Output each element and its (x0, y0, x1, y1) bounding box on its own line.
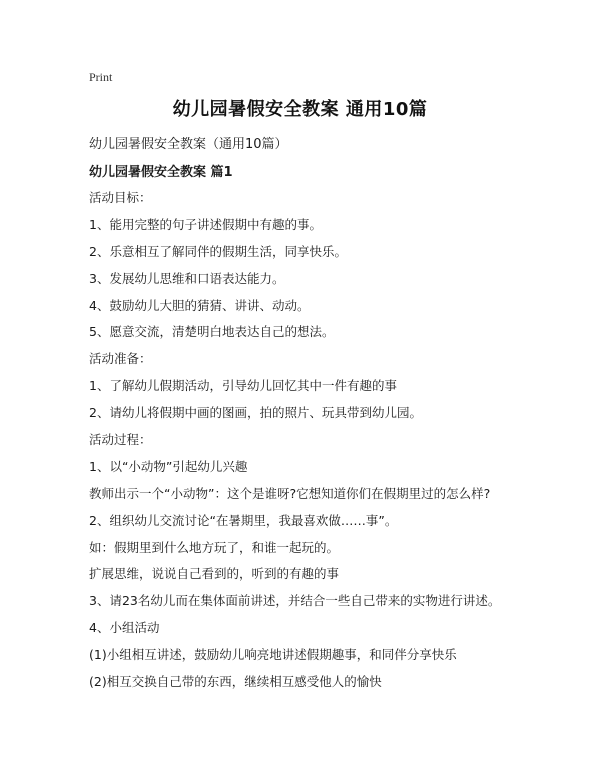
body-line: 4、鼓励幼儿大胆的猜猜、讲讲、动动。 (89, 297, 310, 313)
body-line: 2、组织幼儿交流讨论“在暑期里，我最喜欢做……事”。 (89, 512, 398, 528)
body-line: 活动过程： (89, 432, 152, 448)
body-line: 扩展思维，说说自己看到的，听到的有趣的事 (89, 566, 340, 582)
section-heading: 幼儿园暑假安全教案 篇1 (89, 165, 233, 180)
body-line: (2)相互交换自己带的东西，继续相互感受他人的愉快 (89, 674, 382, 690)
body-line: 教师出示一个“小动物”：这个是谁呀?它想知道你们在假期里过的怎么样? (89, 485, 491, 501)
body-line: 活动目标： (89, 190, 152, 205)
document-subtitle: 幼儿园暑假安全教案（通用10篇） (89, 137, 288, 152)
body-line: 1、以“小动物”引起幼儿兴趣 (89, 458, 248, 474)
body-line: 3、请23名幼儿而在集体面前讲述，并结合一些自己带来的实物进行讲述。 (89, 593, 501, 609)
body-line: 4、小组活动 (89, 620, 160, 636)
print-label: Print (89, 70, 113, 84)
body-line: 活动准备： (89, 351, 152, 367)
body-line: 如：假期里到什么地方玩了，和谁一起玩的。 (89, 539, 340, 555)
body-line: 2、乐意相互了解同伴的假期生活，同享快乐。 (89, 243, 347, 259)
document-body (89, 189, 569, 700)
body-line: 3、发展幼儿思维和口语表达能力。 (89, 270, 285, 286)
body-line: (1)小组相互讲述，鼓励幼儿响亮地讲述假期趣事，和同伴分享快乐 (89, 647, 457, 663)
body-line: 5、愿意交流，清楚明白地表达自己的想法。 (89, 324, 335, 340)
body-line: 2、请幼儿将假期中画的图画，拍的照片、玩具带到幼儿园。 (89, 405, 422, 421)
page-title: 幼儿园暑假安全教案 通用10篇 (172, 99, 428, 120)
body-line: 1、了解幼儿假期活动，引导幼儿回忆其中一件有趣的事 (89, 378, 397, 394)
body-line: 1、能用完整的句子讲述假期中有趣的事。 (89, 216, 322, 232)
